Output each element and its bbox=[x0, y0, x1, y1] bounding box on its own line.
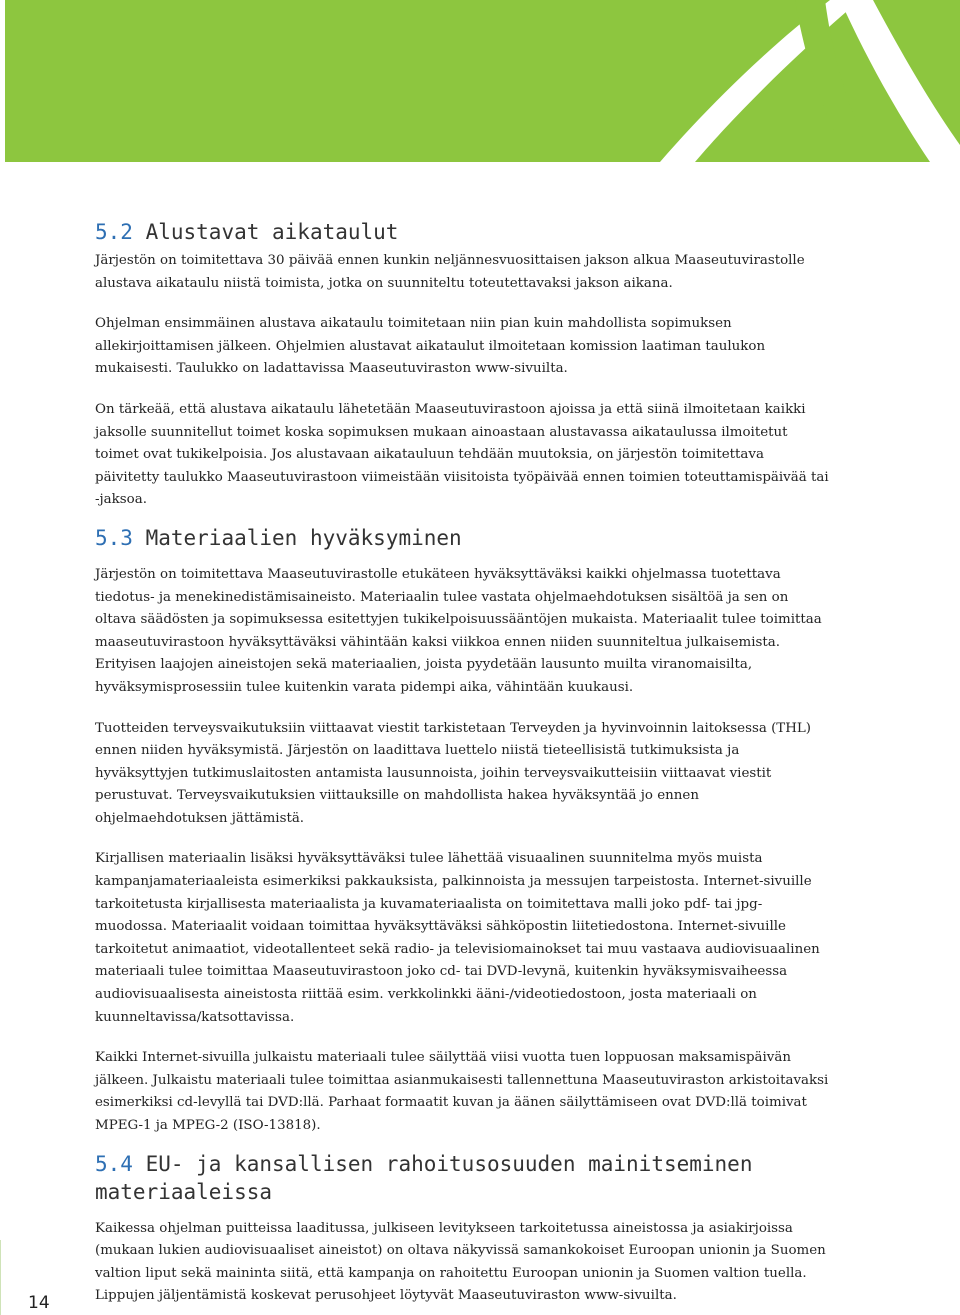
page-number: 14 bbox=[28, 1293, 50, 1313]
paragraph: Kirjallisen materiaalin lisäksi hyväksyttäväksi tulee lähettää visuaalinen suunnitelma myös muista kampanjamateriaaleista esimerkiksi pakkauksista, palkinnoista ja messujen tarpeistosta. Internet-sivuille tarkoitetusta kirjallisesta materiaalista ja kuvamateriaalista on toimitettava malli joko pdf- tai jpg-muodossa. Materiaalit voidaan toimittaa hyväksyttäväksi sähköpostin liitetiedostona. Internet-sivuille tarkoitetut animaatiot, videotallenteet sekä radio- ja televisiomainokset tai muu vastaava audiovisuaalinen materiaali tulee toimittaa Maaseutuvirastoon joko cd- tai DVD-levynä, kuitenkin hyväksymisvaiheessa audiovisuaalisesta aineistosta riittää esim. verkkolinkki ääni-/videotiedostoon, josta materiaali on kuunneltavissa/katsottavissa. bbox=[95, 851, 820, 1025]
section-heading-5-3: 5.3 Materiaalien hyväksyminen bbox=[95, 525, 462, 550]
paragraph: Ohjelman ensimmäinen alustava aikataulu toimitetaan niin pian kuin mahdollista sopimuksen allekirjoittamisen jälkeen. Ohjelmien alustavat aikataulut ilmoitetaan komission laatiman taulukon mukaisesti. Taulukko on ladattavissa Maaseutuviraston www-sivuilta. bbox=[95, 316, 766, 377]
paragraph: Kaikessa ohjelman puitteissa laaditussa, julkiseen levitykseen tarkoitetussa aineistossa ja asiakirjoissa (mukaan lukien audiovisuaaliset aineistot) on oltava näkyvissä samankokoiset Euroopan unionin ja Suomen valtion liput sekä maininta siitä, että kampanja on rahoitettu Euroopan unionin ja Suomen valtion tuella. Lippujen jäljentämistä koskevat perusohjeet löytyvät Maaseutuviraston www-sivuilta. bbox=[95, 1220, 826, 1304]
header-banner bbox=[5, 0, 960, 162]
document-body bbox=[95, 218, 830, 1308]
leaf-graphic bbox=[5, 0, 960, 162]
paragraph: On tärkeää, että alustava aikataulu lähetetään Maaseutuvirastoon ajoissa ja että siinä ilmoitetaan kaikki jaksolle suunnitellut toimet koska sopimuksen mukaan ainoastaan alustavassa aikataulussa ilmoitetut toimet ovat tukikelpoisia. Jos alustavaan aikatauluun tehdään muutoksia, on järjestön toimitettava päivitetty taulukko Maaseutuvirastoon viimeistään viisitoista työpäivää ennen toimien toteuttamispäivää tai -jaksoa. bbox=[95, 401, 829, 508]
section-heading-5-2: 5.2 Alustavat aikataulut bbox=[95, 220, 399, 244]
paragraph: Järjestön on toimitettava 30 päivää ennen kunkin neljännesvuosittaisen jakson alkua Maaseutuvirastolle alustava aikataulu niistä toimista, jotka on suunniteltu toteutettavaksi jakson aikana. bbox=[95, 253, 805, 291]
paragraph: Järjestön on toimitettava Maaseutuvirastolle etukäteen hyväksyttäväksi kaikki ohjelmassa tuotettava tiedotus- ja menekinedistämisaineisto. Materiaalin tulee vastata ohjelmaehdotuksen sisältöä ja sen on oltava säädösten ja sopimuksessa esitettyjen tukikelpoisuussääntöjen mukaista. Materiaalit tulee toimittaa maaseutuvirastoon hyväksyttäväksi vähintään kaksi viikkoa ennen niiden suunniteltua julkaisemista. Erityisen laajojen aineistojen sekä materiaalien, joista pyydetään lausunto muilta viranomaisilta, hyväksymisprosessiin tulee kuitenkin varata pidempi aika, vähintään kuukausi. bbox=[95, 566, 822, 695]
paragraph: Kaikki Internet-sivuilla julkaistu materiaali tulee säilyttää viisi vuotta tuen loppuosan maksamispäivän jälkeen. Julkaistu materiaali tulee toimittaa asianmukaisesti tallennettuna Maaseutuviraston arkistoitavaksi esimerkiksi cd-levyllä tai DVD:llä. Parhaat formaatit kuvan ja äänen säilyttämiseen ovat DVD:llä toimivat MPEG-1 ja MPEG-2 (ISO-13818). bbox=[95, 1050, 829, 1133]
section-heading-5-4: 5.4 EU- ja kansallisen rahoitusosuuden mainitseminen materiaaleissa bbox=[95, 1151, 753, 1204]
paragraph: Tuotteiden terveysvaikutuksiin viittaavat viestit tarkistetaan Terveyden ja hyvinvoinnin laitoksessa (THL) ennen niiden hyväksymistä. Järjestön on laadittava luettelo niistä tieteellisistä tutkimuksista ja hyväksyttyjen tutkimuslaitosten antamista lausunnoista, joihin terveysvaikutteisiin viittaavat viestit perustuvat. Terveysvaikutuksien viittauksille on mahdollista hakea hyväksyntää jo ennen ohjelmaehdotuksen jättämistä. bbox=[95, 720, 812, 826]
